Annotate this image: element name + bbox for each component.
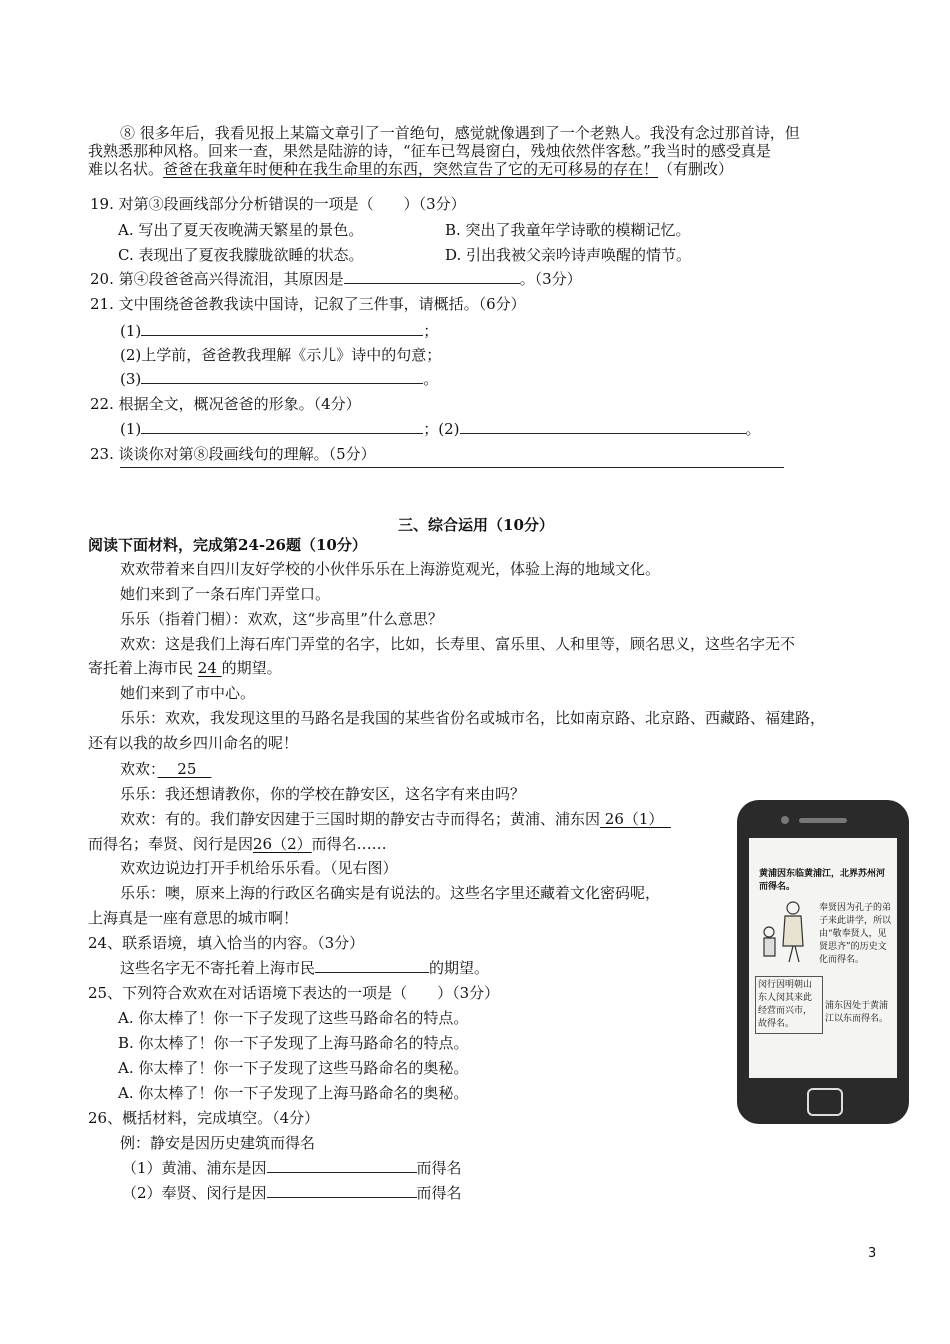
reading-line7: 乐乐：欢欢，我发现这里的马路名是我国的某些省份名或城市名，比如南京路、北京路、西藏路、福建路， [120, 709, 826, 727]
q21-item2: (2)上学前，爸爸教我理解《示儿》诗中的句意； [120, 346, 442, 364]
q21-item1: (1) ； [120, 322, 439, 340]
q22-blank1[interactable] [141, 418, 423, 434]
q20-answer-blank[interactable] [344, 268, 520, 284]
q26-item1: （1）黄浦、浦东是因 而得名 [122, 1159, 462, 1177]
reading-intro: 阅读下面材料，完成第24-26题（10分） [88, 536, 367, 554]
q22-blank2[interactable] [460, 418, 746, 434]
q26-stem: 26、概括材料，完成填空。（4分） [88, 1109, 320, 1127]
q25-option-a3: A. 你太棒了！你一下子发现了上海马路命名的奥秘。 [118, 1084, 469, 1102]
p8-line2: 我熟悉那种风格。回来一查，果然是陆游的诗，“征车已驾晨窗白，残烛依然伴客愁。”我当时的感受真是 [88, 142, 771, 160]
q26-item2: （2）奉贤、闵行是因 而得名 [122, 1184, 462, 1202]
q22-stem: 22. 根据全文，概况爸爸的形象。（4分） [90, 395, 361, 413]
q22-items: (1) ；(2) 。 [120, 420, 761, 438]
reading-line6: 她们来到了市中心。 [120, 684, 256, 702]
phone-text-minhang: 闵行因明朝山东人闵其来此经营而兴市，故得名。 [755, 976, 823, 1034]
q19-option-c: C. 表现出了夏夜我朦胧欲睡的状态。 [118, 246, 364, 264]
q20: 20. 第④段爸爸高兴得流泪，其原因是 。（3分） [90, 270, 582, 288]
reading-line1: 欢欢带着来自四川友好学校的小伙伴乐乐在上海游览观光，体验上海的地域文化。 [120, 560, 661, 578]
q24-blank[interactable] [315, 957, 429, 973]
reading-line14: 乐乐：噢，原来上海的行政区名确实是有说法的。这些名字里还藏着文化密码呢， [120, 884, 661, 902]
phone-text-huangpu: 黄浦因东临黄浦江，北界苏州河而得名。 [759, 869, 886, 892]
p8-underlined-sentence: 爸爸在我童年时便种在我生命里的东西，突然宣告了它的无可移易的存在！ [163, 160, 659, 178]
phone-camera-icon [781, 816, 789, 824]
phone-screen [749, 838, 897, 1078]
q24-line: 这些名字无不寄托着上海市民 的期望。 [120, 959, 490, 977]
q19-option-b: B. 突出了我童年学诗歌的模糊记忆。 [445, 221, 691, 239]
reading-line4: 欢欢：这是我们上海石库门弄堂的名字，比如，长寿里、富乐里、人和里等，顾名思义，这些名字无不 [120, 635, 796, 653]
q19-option-d: D. 引出我被父亲吟诗声唤醒的情节。 [445, 246, 692, 264]
phone-speaker-icon [799, 818, 847, 823]
reading-line5: 寄托着上海市民 24 的期望。 [88, 659, 282, 677]
reading-line12: 而得名；奉贤、闵行是因26（2）而得名…… [88, 835, 387, 853]
q25-option-b: B. 你太棒了！你一下子发现了上海马路命名的特点。 [118, 1034, 469, 1052]
reading-line15: 上海真是一座有意思的城市啊！ [88, 909, 299, 927]
phone-illustration [737, 800, 909, 1124]
q23-answer-line[interactable] [120, 467, 784, 468]
q21-item3: (3) 。 [120, 370, 439, 388]
reading-line10: 乐乐：我还想请教你，你的学校在静安区，这名字有来由吗？ [120, 785, 526, 803]
phone-text-fengxian: 奉贤因为孔子的弟子来此讲学，所以由“敬奉贤人，见贤思齐”的历史文化而得名。 [819, 903, 892, 965]
q21-blank3[interactable] [141, 368, 423, 384]
q26-blank2[interactable] [267, 1182, 417, 1198]
q23-stem: 23. 谈谈你对第⑧段画线句的理解。（5分） [90, 445, 376, 463]
reading-line13: 欢欢边说边打开手机给乐乐看。（见右图） [120, 859, 398, 877]
reading-line9: 欢欢： 25 [120, 760, 212, 778]
p8-line1: ⑧ 很多年后，我看见报上某篇文章引了一首绝句，感觉就像遇到了一个老熟人。我没有念过那首诗，但 [120, 124, 800, 142]
q25-option-a2: A. 你太棒了！你一下子发现了这些马路命名的奥秘。 [118, 1059, 469, 1077]
reading-line8: 还有以我的故乡四川命名的呢！ [88, 734, 299, 752]
reading-line2: 她们来到了一条石库门弄堂口。 [120, 585, 331, 603]
q21-stem: 21. 文中围绕爸爸教我读中国诗，记叙了三件事，请概括。（6分） [90, 295, 526, 313]
q26-blank1[interactable] [267, 1157, 417, 1173]
q25-option-a1: A. 你太棒了！你一下子发现了这些马路命名的特点。 [118, 1009, 469, 1027]
page-number: 3 [868, 1246, 877, 1261]
q26-example: 例：静安是因历史建筑而得名 [120, 1134, 316, 1152]
phone-text-pudong: 浦东因处于黄浦江以东而得名。 [825, 1001, 889, 1024]
q21-blank1[interactable] [141, 320, 423, 336]
section3-title: 三、综合运用（10分） [398, 516, 554, 534]
q25-stem: 25、下列符合欢欢在对话语境下表达的一项是（ ）（3分） [88, 984, 500, 1002]
q19-option-a: A. 写出了夏天夜晚满天繁星的景色。 [118, 221, 364, 239]
scholar-figures-icon [755, 898, 811, 968]
reading-line3: 乐乐（指着门楣）：欢欢，这“步高里”什么意思？ [120, 610, 443, 628]
q19-stem: 19. 对第③段画线部分分析错误的一项是（ ）（3分） [90, 195, 466, 213]
p8-line3: 难以名状。爸爸在我童年时便种在我生命里的东西，突然宣告了它的无可移易的存在！（有删改） [88, 160, 734, 178]
reading-line11: 欢欢：有的。我们静安因建于三国时期的静安古寺而得名；黄浦、浦东因 26（1） [120, 810, 671, 828]
q24-stem: 24、联系语境，填入恰当的内容。（3分） [88, 934, 365, 952]
phone-home-button-icon [807, 1088, 843, 1116]
